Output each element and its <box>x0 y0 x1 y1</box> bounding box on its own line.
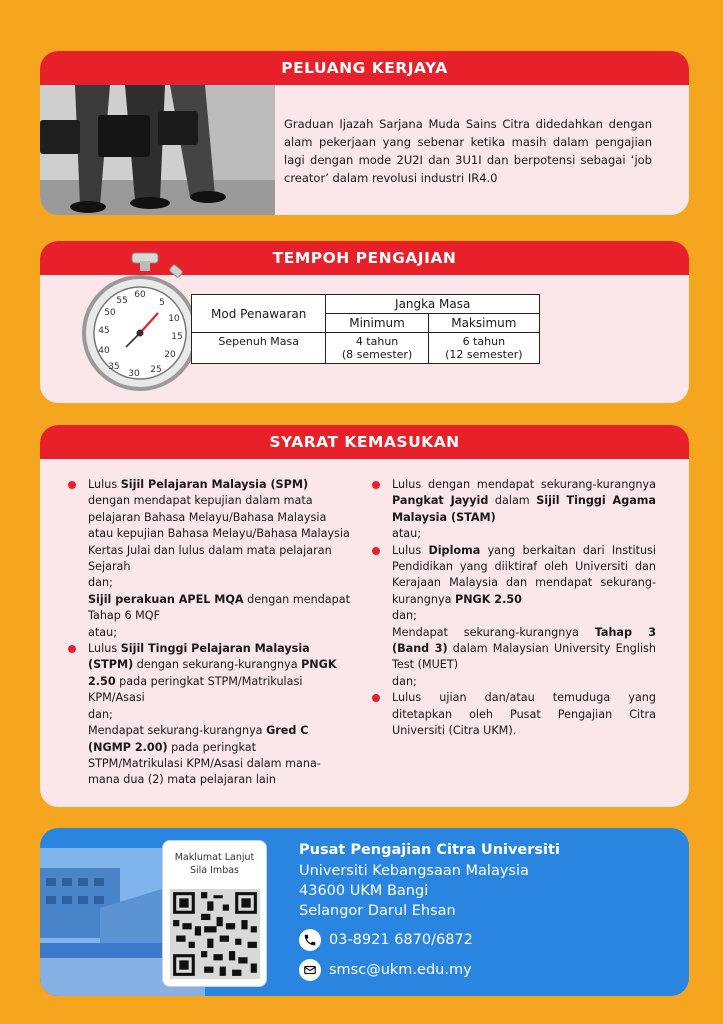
career-heading: PELUANG KERJAYA <box>40 51 689 85</box>
svg-text:15: 15 <box>171 332 183 342</box>
maximum-semesters: (12 semester) <box>445 348 523 361</box>
bullet-icon <box>372 481 380 489</box>
phone-row[interactable] <box>299 929 560 951</box>
phone-icon <box>299 929 321 951</box>
maximum-header: Maksimum <box>428 314 539 333</box>
email-address[interactable]: smsc@ukm.edu.my <box>329 962 472 978</box>
list-item: Lulus Sijil Pelajaran Malaysia (SPM) dengan mendapat kepujian dalam mata pelajaran Bahasa Melayu/Bahasa Malaysia atau kepujian Bahasa Melayu/Bahasa Malaysia Kertas Julai dan lulus dalam mata pelajaran Sejarah dan; Sijil perakuan APEL MQA dengan mendapat Tahap 6 MQF atau; <box>88 477 350 641</box>
minimum-semesters: (8 semester) <box>341 348 413 361</box>
svg-text:55: 55 <box>116 296 128 306</box>
connector-text: dan; <box>88 576 113 590</box>
connector-text: dan; <box>392 674 417 688</box>
address-line-3: Selangor Darul Ehsan <box>299 903 456 919</box>
bullet-icon <box>68 645 76 653</box>
career-description: Graduan Ijazah Sarjana Muda Sains Citra didedahkan dengan alam pekerjaan yang sebenar ketika masih dalam pengajian lagi dengan mode 2U2I dan 3U1I dan berpotensi sebagai ‘job creator’ dalam revolusi industri IR4.0 <box>284 117 652 185</box>
svg-text:40: 40 <box>98 346 110 356</box>
svg-text:5: 5 <box>159 298 165 308</box>
bullet-icon <box>372 547 380 555</box>
svg-text:45: 45 <box>98 326 110 336</box>
svg-text:20: 20 <box>164 350 176 360</box>
career-section <box>40 51 689 215</box>
qr-card <box>162 840 267 987</box>
connector-text: dan; <box>392 609 417 623</box>
list-item: Lulus dengan mendapat sekurang-kurangnya Pangkat Jayyid dalam Sijil Tinggi Agama Malaysia (STAM) atau; <box>392 477 656 543</box>
address-line-1: Universiti Kebangsaan Malaysia <box>299 863 529 879</box>
qr-label-scan: Sila Imbas <box>189 865 239 876</box>
maximum-value <box>428 333 539 364</box>
envelope-icon <box>299 959 321 981</box>
email-row[interactable] <box>299 959 560 981</box>
address-line-2: 43600 UKM Bangi <box>299 883 429 899</box>
svg-text:25: 25 <box>150 365 162 375</box>
contact-details <box>299 842 560 981</box>
duration-section <box>40 241 689 403</box>
period-column-header: Jangka Masa <box>326 295 540 314</box>
connector-text: dan; <box>88 707 113 721</box>
qr-label-more-info: Maklumat Lanjut <box>174 852 255 863</box>
list-item: Lulus Sijil Tinggi Pelajaran Malaysia (STPM) dengan sekurang-kurangnya PNGK 2.50 pada peringkat STPM/Matrikulasi KPM/Asasi dan; Mendapat sekurang-kurangnya Gred C (NGMP 2.00) pada peringkat STPM/Matrikulasi KPM/Asasi dalam mana-mana dua (2) mata pelajaran lain <box>88 641 350 789</box>
requirements-right-column <box>392 477 656 740</box>
list-item: Lulus ujian dan/atau temuduga yang ditetapkan oleh Pusat Pengajian Citra Universiti (Citra UKM). <box>392 690 656 739</box>
contact-section <box>40 828 689 996</box>
duration-heading: TEMPOH PENGAJIAN <box>40 241 689 275</box>
svg-text:50: 50 <box>104 308 116 318</box>
qr-code[interactable] <box>170 889 260 979</box>
svg-text:35: 35 <box>108 362 120 372</box>
phone-number[interactable]: 03-8921 6870/6872 <box>329 932 473 948</box>
connector-text: atau; <box>392 527 421 541</box>
list-item: Lulus Diploma yang berkaitan dari Institusi Pendidikan yang diiktiraf oleh Universiti dan Kerajaan Malaysia dan mendapat sekurang-kurangnya PNGK 2.50 dan; Mendapat sekurang-kurangnya Tahap 3 (Band 3) dalam Malaysian University English Test (MUET) dan; <box>392 543 656 691</box>
minimum-value <box>326 333 428 364</box>
minimum-years: 4 tahun <box>355 335 399 348</box>
minimum-header: Minimum <box>326 314 428 333</box>
bullet-icon <box>372 694 380 702</box>
connector-text: atau; <box>88 625 117 639</box>
bullet-icon <box>68 481 76 489</box>
entry-requirements-section <box>40 425 689 807</box>
full-time-mode: Sepenuh Masa <box>192 333 326 364</box>
entry-heading: SYARAT KEMASUKAN <box>40 425 689 459</box>
duration-table <box>191 294 540 364</box>
requirements-left-column <box>88 477 350 789</box>
mode-column-header: Mod Penawaran <box>192 295 326 333</box>
svg-text:10: 10 <box>168 314 180 324</box>
svg-text:60: 60 <box>134 290 146 300</box>
maximum-years: 6 tahun <box>462 335 506 348</box>
organization-name: Pusat Pengajian Citra Universiti <box>299 842 560 858</box>
svg-text:30: 30 <box>128 369 140 379</box>
businessmen-walking-photo <box>40 85 275 215</box>
